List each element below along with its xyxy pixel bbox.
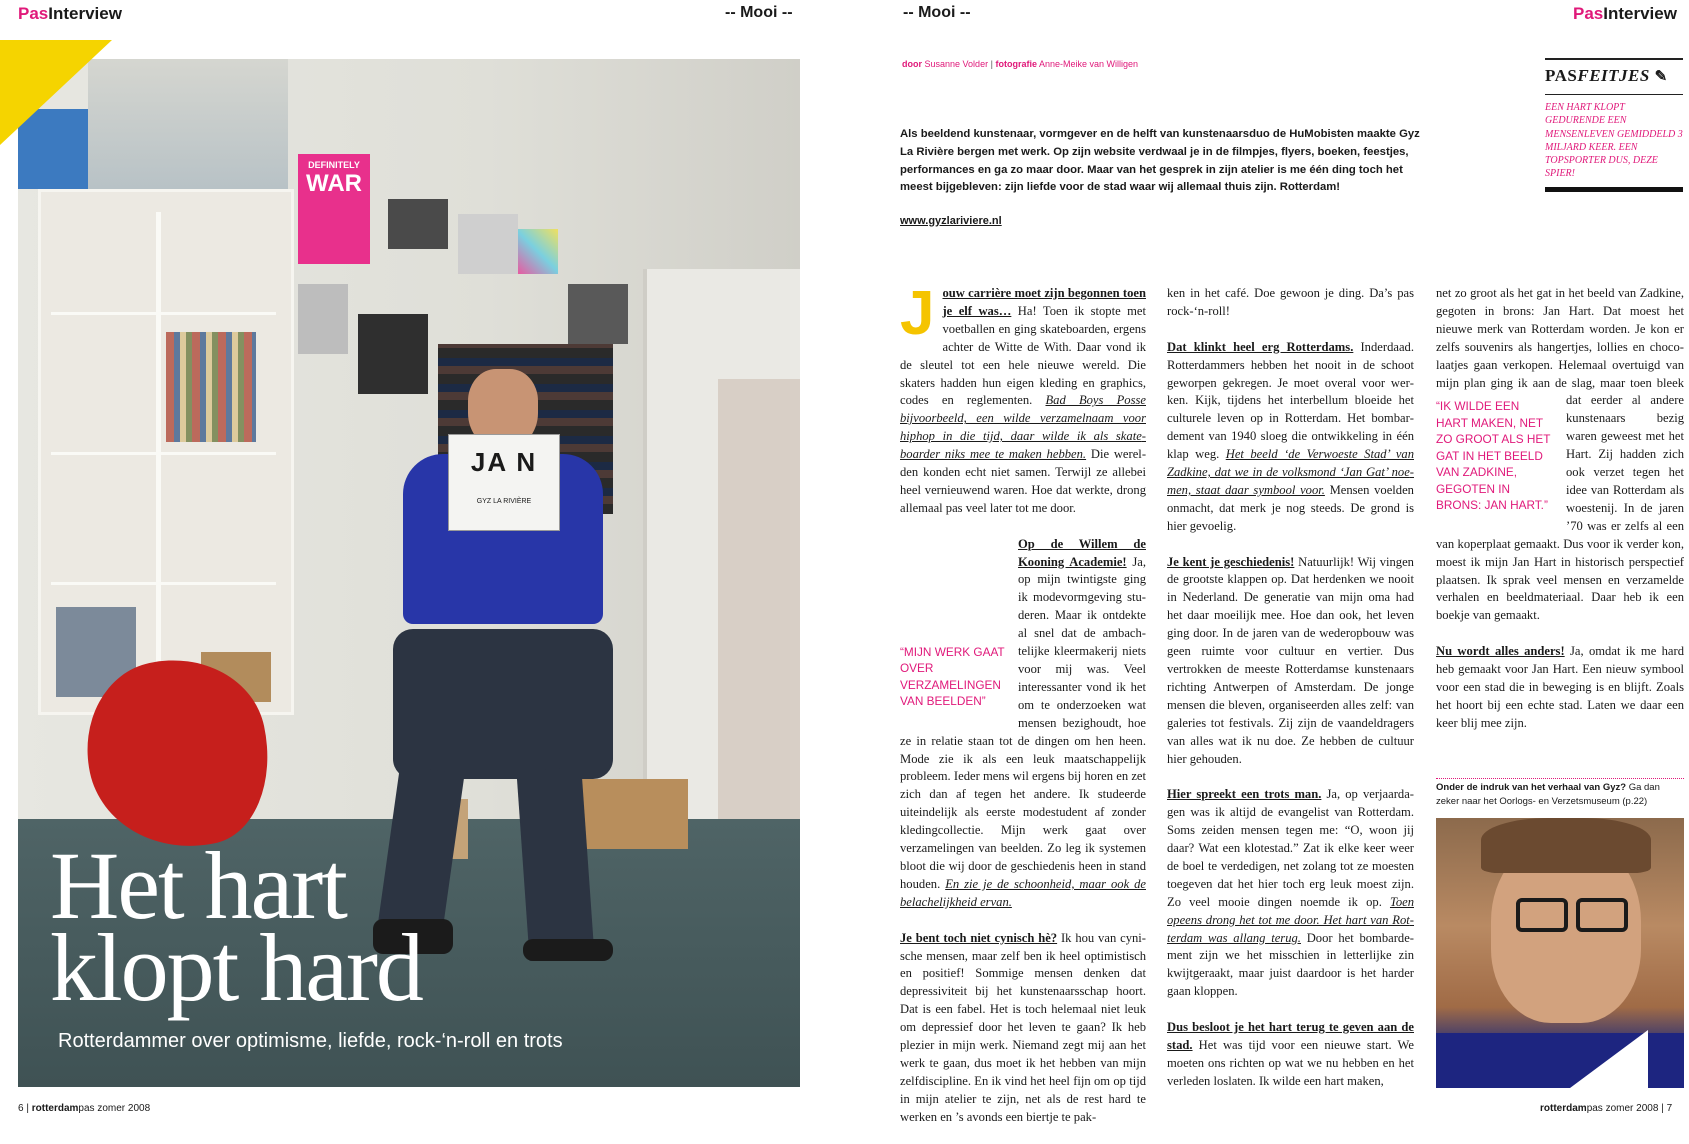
right-section-label: -- Mooi --	[903, 4, 971, 21]
intro-paragraph: Als beeldend kunstenaar, vormgever en de helft van kunstenaarsduo de HuMobisten maakte Gyz La Rivière bergen met werk. Op zijn website verdwaal je in de filmpjes, flyers, boeken, feestjes, performances en ga zo maar door. Maar van het gesprek in zijn atelier is me één ding toch het meest bijgebleven: zijn liefde voor de stad waar wij allemaal thuis zijn. Rotterdam!	[900, 128, 1420, 194]
left-brand: PasInterview	[18, 4, 122, 23]
byline: door Susanne Volder | fotografie Anne-Meike van Willigen	[902, 59, 1139, 69]
drop-cap: J	[900, 279, 935, 348]
pasfeitjes-title: PASFEITJES ✎	[1545, 66, 1668, 85]
website-link[interactable]: www.gyzlariviere.nl	[900, 215, 1002, 227]
article-subheadline: Rotterdammer over optimisme, liefde, rock-‘n-roll en trots	[58, 1030, 563, 1052]
museum-note: Onder de indruk van het verhaal van Gyz? Ga dan zeker naar het Oorlogs- en Verzetsmuseum (p.22)	[1436, 778, 1684, 809]
left-page-footer: 6 | rotterdampas zomer 2008	[18, 1103, 151, 1114]
article-column-1: Jouw carrière moet zijn begonnen toen je elf was… Ha! Toen ik stopte met voetballen en ging skateboarden, ergens achter de Witte de With. Daar vond ik de sleutel tot een hele nieuwe wereld. Die skaters hadden hun eigen kleding en graphics, codes en reglementen. Bad Boys Posse bijvoorbeeld, een wilde verzamelnaam voor hiphop in die tijd, daar wilde ik als skateboarder niks mee te maken hebben. Die werelden konden echt niet samen. Terwijl ze allebei heel vernieuwend waren. Hoe dat werkte, drong allemaal pas veel later tot me door. “MIJN WERK GAAT OVER VERZAMELINGEN VAN BEELDEN” Op de Willem de Kooning Academie! Ja, op mijn twintigste ging ik modevormgeving studeren. Maar ik ontdekte al snel dat de ambachtelijke kleermakerij niets voor mij was. Veel interessanter vond ik het om te onderzoeken wat mensen bezighoudt, hoe ze in relatie staan tot de dingen om hen heen. Mode zie ik als een leuk maatschappelijk probleem. Ieder mens wil ergens bij horen en zet zich dan af tegen het andere. Ik studeerde uiteindelijk als eerste modestudent af zonder kledingcollectie. Mijn werk gaat over verzamelingen van beelden. Zo leg ik systemen bloot die wij door de geschiedenis heen in stand houden. En zie je de schoonheid, maar ook de belachelijkheid ervan. Je bent toch niet cynisch hè? Ik hou van cynische mensen, maar zelf ben ik heel optimistisch en positief! Sommige mensen denken dat depressiviteit bij het kunstenaarsschap hoort. Dat is een fabel. Het is toch helemaal niet leuk om depressief door het leven te gaan? Ik heb plezier in mijn werk. Niemand zegt mij aan het werk te gaan, dus moet ik het hebben van mijn zelfdiscipline. En ik vind het heel fijn om op tijd in mijn atelier te zijn, net als de rest hard te werken en ’s avonds een biertje te pak-	[900, 279, 1147, 1124]
yellow-corner-accent	[0, 40, 112, 145]
photo-shelf	[38, 189, 294, 715]
right-page-footer: rotterdampas zomer 2008 | 7	[1540, 1103, 1673, 1114]
pasfeitjes-text: EEN HART KLOPT GEDURENDE EEN MENSENLEVEN GEMIDDELD 3 MILJARD KEER. EEN TOPSPORTER DUS, DEZE SPIER!	[1545, 102, 1683, 180]
pull-quote-1: “MIJN WERK GAAT OVER VERZAMELINGEN VAN BEELDEN”	[900, 644, 1005, 709]
pasfeitjes-box	[1545, 58, 1683, 192]
white-corner-cut	[1570, 1030, 1648, 1088]
war-poster: DEFINITELY WAR	[298, 154, 370, 264]
right-brand: PasInterview	[1573, 4, 1677, 23]
article-column-3: net zo groot als het gat in het beeld van Zadkine, gegoten in brons: Jan Hart. Dat moest het nieuwe merk van Rotterdam worden. Je kon er zelfs souvenirs als hangertjes, lollies en chocolaatjes gaan verkopen. Helemaal overtuigd van mijn plan ging ik aan de slag, maar toen bleek “IK WILDE EEN HART MAKEN, NET ZO GROOT ALS HET GAT IN HET BEELD VAN ZADKINE, GEGOTEN IN BRONS: JAN HART.” dat eerder al andere kunstenaars bezig waren geweest met het Hart. Zij hadden zich ook verzet tegen het idee van Rotterdam als woestenij. In de jaren ’70 was er zelfs al een van koperplaat gemaakt. Dus voor ik verder kon, moest ik mijn Jan Hart in historisch perspectief plaatsen. Ik sprak veel mensen en verzamelde verhalen en beeldmateriaal. Daar heb ik een boekje van gemaakt. Nu wordt alles anders! Ja, omdat ik me hard heb gemaakt voor Jan Hart. Een nieuw symbool voor een stad die in beweging is en blijft. Zoals het hoort bij een echte stad. Laten we daar een keer blij mee zijn.	[1436, 286, 1685, 730]
pull-quote-2: “IK WILDE EEN HART MAKEN, NET ZO GROOT ALS HET GAT IN HET BEELD VAN ZADKINE, GEGOTEN IN BRONS: JAN HART.”	[1436, 399, 1551, 513]
article-column-2: ken in het café. Doe gewoon je ding. Da’s pas rock-‘n-roll! Dat klinkt heel erg Rotterdams. Inderdaad. Rotterdammers hebben het nooit in de schoot geworpen gekregen. Je moet overal voor werken. Kijk, tijdens het interbellum bloeide het culturele leven op in Rotterdam. Het bombardement van 1940 sloeg die ontwikkeling in één klap weg. Het beeld ‘de Verwoeste Stad’ van Zadkine, dat we in de volksmond ‘Jan Gat’ noemen, staat daar symbool voor. Mensen voelden onmacht, dat merk je nog steeds. De grond is hier gevoelig. Je kent je geschiedenis! Natuurlijk! Wij vingen de grootste klappen op. Dat herdenken we nooit in Nederland. De generatie van mijn oma had het daar moeilijk mee. Hoe dan ook, het leven ging door. In de jaren van de wederopbouw was geen ruimte voor cultuur en vertier. Dus vertrokken de meeste Rotterdamse kunstenaars richting Antwerpen of Amsterdam. De jonge mensen die bleven, organiseerden alles zelf: van galeries tot festivals. Zij zijn de vaandeldragers van alles wat ik nu doe. Ze hebben de cultuur hier gehouden. Hier spreekt een trots man. Ja, op verjaardagen was ik altijd de evangelist van Rotterdam. Soms zeiden mensen tegen me: “O, woon jij daar? Wat een klotestad.” Zat ik elke keer weer de boel te verdedigen, net zolang tot ze moesten toegeven dat het hier toch erg leuk moest zijn. Zo veel mooie dingen noemde ik op. Toen opeens drong het tot me door. Het hart van Rotterdam was allang terug. Door het bombardement zijn we het misschien in letterlijke zin kwijtgeraakt, maar juist daardoor is het harder gaan kloppen. Dus besloot je het hart terug te geven aan de stad. Het was tijd voor een nieuwe start. We moeten ons richten op wat we nu hebben en het verleden loslaten. Ik wilde een hart maken,	[1167, 286, 1414, 1088]
article-headline: Het hart klopt hard	[50, 832, 422, 1021]
pencil-icon: ✎	[1654, 69, 1668, 85]
ja-n-book: JA N GYZ LA RIVIÈRE	[448, 434, 560, 531]
left-section-label: -- Mooi --	[725, 4, 793, 21]
